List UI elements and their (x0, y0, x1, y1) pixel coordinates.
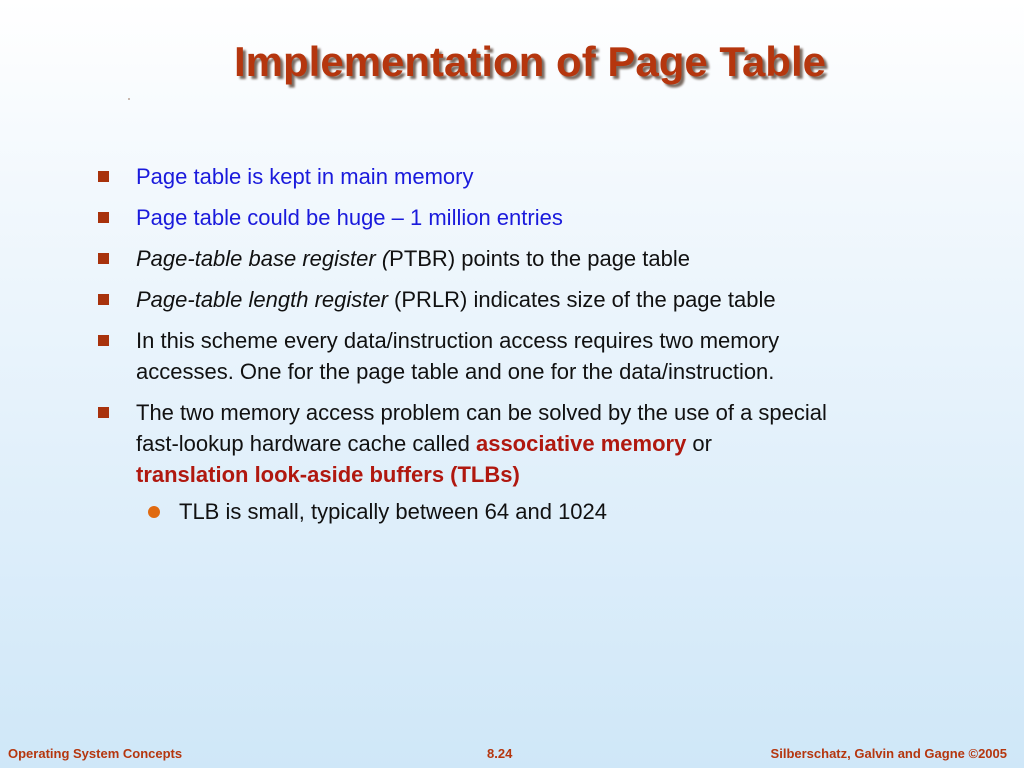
term-italic: Page-table length register (136, 287, 388, 312)
square-bullet-icon (98, 335, 109, 346)
bullet-item: The two memory access problem can be solved by the use of a special fast-lookup hardware cache called associative memory or translation look-aside buffers (TLBs) (98, 397, 828, 490)
circle-bullet-icon (148, 506, 160, 518)
footer-right: Silberschatz, Galvin and Gagne ©2005 (770, 746, 1007, 761)
bullet-item: Page table is kept in main memory (98, 161, 828, 192)
footer-page-number: 8.24 (487, 746, 513, 761)
footer-left: Operating System Concepts (8, 746, 183, 761)
term-highlight: associative memory (475, 431, 687, 456)
bullet-item: Page-table base register (PTBR) points to the page table (98, 243, 828, 274)
term-italic: Page-table base register ( (136, 246, 390, 271)
bullet-list (98, 161, 828, 527)
bullet-item: Page table could be huge – 1 million entries (98, 202, 828, 233)
bullet-item: Page-table length register (PRLR) indicates size of the page table (98, 284, 828, 315)
decorative-dot (128, 98, 130, 100)
square-bullet-icon (98, 212, 109, 223)
slide-title: Implementation of Page Table (234, 38, 826, 85)
square-bullet-icon (98, 407, 109, 418)
square-bullet-icon (98, 294, 109, 305)
sub-bullet-item: TLB is small, typically between 64 and 1024 (142, 496, 828, 527)
term-highlight: translation look-aside buffers (TLBs) (136, 462, 520, 487)
bullet-item: In this scheme every data/instruction access requires two memory accesses. One for the page table and one for the data/instruction. (98, 325, 828, 387)
square-bullet-icon (98, 171, 109, 182)
square-bullet-icon (98, 253, 109, 264)
